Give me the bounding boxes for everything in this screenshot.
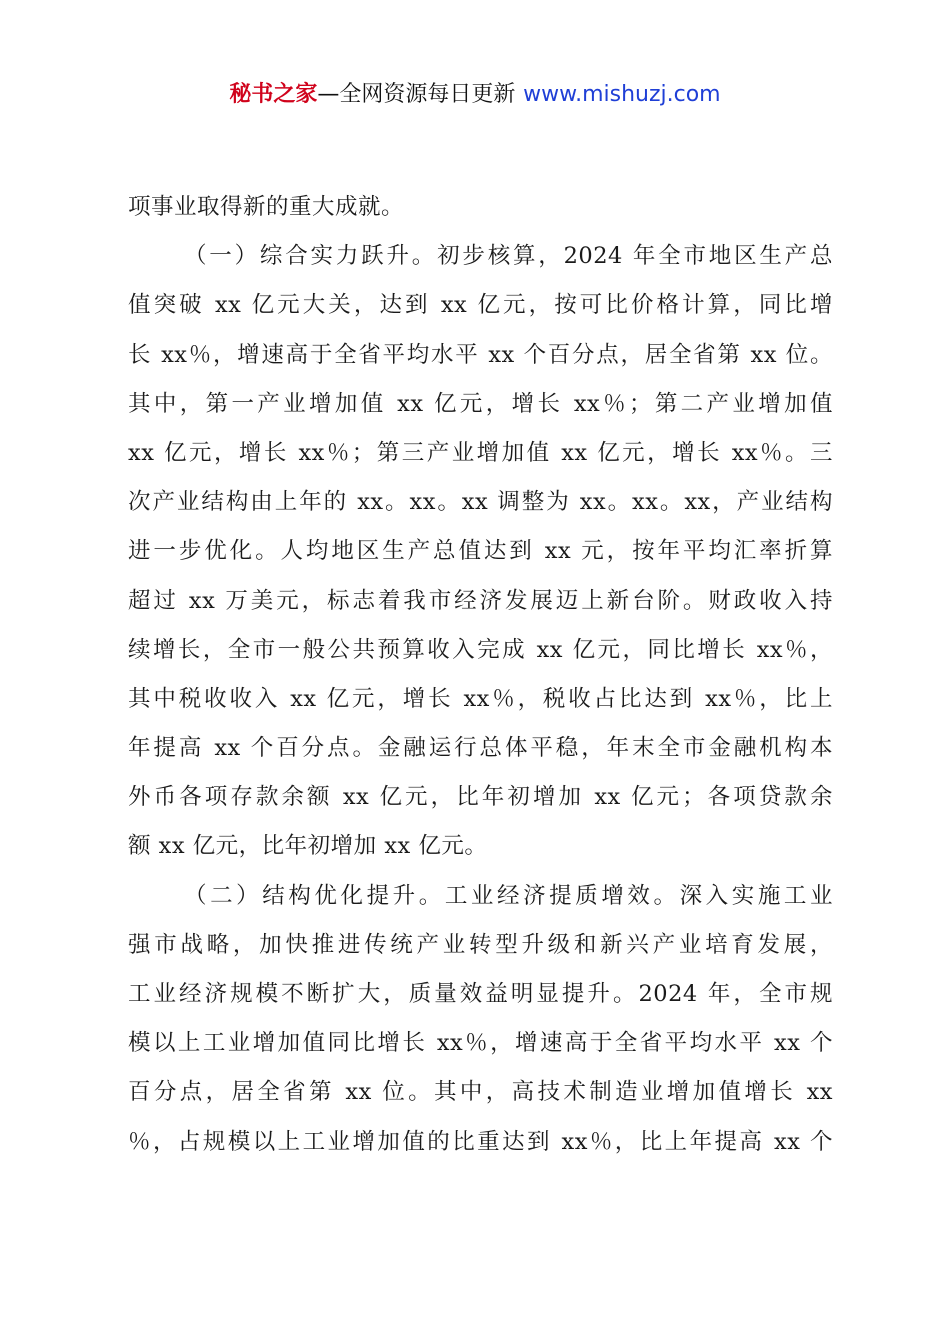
paragraph-line: 模以上工业增加值同比增长 xx％，增速高于全省平均水平 xx 个 xyxy=(128,1030,833,1057)
paragraph-line: 其中，第一产业增加值 xx 亿元，增长 xx％；第二产业增加值 xyxy=(128,390,833,417)
paragraph-line: xx 亿元，增长 xx％；第三产业增加值 xx 亿元，增长 xx％。三 xyxy=(128,439,833,466)
paragraph-line: 强市战略，加快推进传统产业转型升级和新兴产业培育发展， xyxy=(128,931,833,958)
paragraph-line: 值突破 xx 亿元大关，达到 xx 亿元，按可比价格计算，同比增 xyxy=(128,292,833,319)
paragraph-line: 项事业取得新的重大成就。 xyxy=(128,194,405,220)
brand-name: 秘书之家 xyxy=(229,82,318,107)
header-slogan: —全网资源每日更新 xyxy=(317,82,516,107)
paragraph-line: 额 xx 亿元，比年初增加 xx 亿元。 xyxy=(128,833,488,860)
paragraph-line: 续增长，全市一般公共预算收入完成 xx 亿元，同比增长 xx％， xyxy=(128,636,833,663)
site-url-link[interactable]: www.mishuzj.com xyxy=(523,82,721,107)
section-heading-line: （二）结构优化提升。工业经济提质增效。深入实施工业 xyxy=(184,882,833,909)
paragraph-line: 其中税收收入 xx 亿元，增长 xx％，税收占比达到 xx％，比上 xyxy=(128,685,833,712)
section-heading-line: （一）综合实力跃升。初步核算，2024 年全市地区生产总 xyxy=(184,243,833,270)
paragraph-line: 次产业结构由上年的 xx。xx。xx 调整为 xx。xx。xx，产业结构 xyxy=(128,489,833,516)
paragraph-line: 超过 xx 万美元，标志着我市经济发展迈上新台阶。财政收入持 xyxy=(128,587,833,614)
paragraph-line: 进一步优化。人均地区生产总值达到 xx 元，按年平均汇率折算 xyxy=(128,538,833,565)
paragraph-line: 年提高 xx 个百分点。金融运行总体平稳，年末全市金融机构本 xyxy=(128,735,833,762)
paragraph-line: 长 xx％，增速高于全省平均水平 xx 个百分点，居全省第 xx 位。 xyxy=(128,341,833,368)
paragraph-line: 百分点，居全省第 xx 位。其中，高技术制造业增加值增长 xx xyxy=(128,1079,833,1106)
paragraph-line: ％，占规模以上工业增加值的比重达到 xx％，比上年提高 xx 个 xyxy=(128,1128,833,1155)
site-header xyxy=(0,80,950,110)
paragraph-line: 外币各项存款余额 xx 亿元，比年初增加 xx 亿元；各项贷款余 xyxy=(128,784,833,811)
document-body xyxy=(128,183,833,1167)
paragraph-line: 工业经济规模不断扩大，质量效益明显提升。2024 年，全市规 xyxy=(128,981,833,1007)
